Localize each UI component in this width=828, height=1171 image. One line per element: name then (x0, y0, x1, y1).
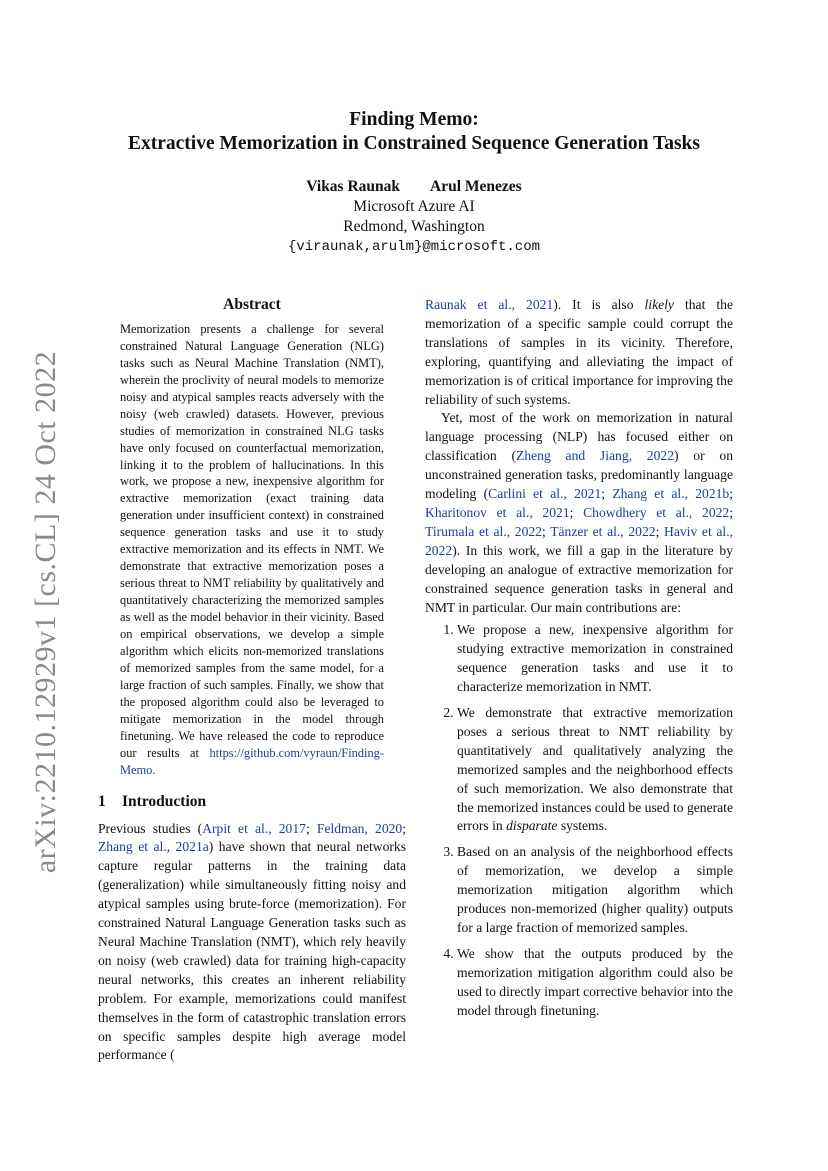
section-number: 1 (98, 792, 106, 810)
text-run: ; (601, 486, 613, 502)
email: {viraunak,arulm}@microsoft.com (287, 239, 541, 255)
text-run: ; (305, 820, 317, 836)
text-run: ). It is also (553, 297, 645, 312)
location: Redmond, Washington (343, 218, 485, 235)
code-link[interactable]: https://github.com/vyraun/Finding-Memo. (120, 745, 384, 777)
contribution-item: 4. We show that the outputs produced by the memorization mitigation algorithm could also be used to directly impart corrective behavior into the model through finetuning. (457, 945, 733, 1021)
abstract-body (120, 321, 384, 779)
text-run: that the memorization of a specific sample could corrupt the translations of samples in its vicinity. Therefore, exploring, quantifying and alleviating the impact of memorization is of critical importance for improving the reliability of such systems. (425, 297, 733, 407)
paper-title (0, 108, 828, 156)
intro-paragraph-1-cont (425, 296, 733, 409)
text-run: We demonstrate that extractive memorization poses a serious threat to NMT reliability by quantitatively and qualitatively analyzing the memorized samples and the neighborhood effects of such memorization. We also demonstrate that the memorized instances could be used to generate errors in (457, 705, 733, 834)
contributions-list (425, 621, 733, 1020)
citation-link[interactable]: Carlini et al., 2021 (488, 486, 602, 502)
citation-link[interactable]: Kharitonov et al., 2021 (425, 504, 570, 520)
text-run: ; (729, 486, 734, 502)
author-1: Vikas Raunak (306, 178, 401, 195)
contribution-item: 3. Based on an analysis of the neighborhood effects of memorization, we develop a simple memorization mitigation algorithm which produces non-memorized (higher quality) outputs for a large fraction of memorized samples. (457, 843, 733, 938)
abstract-heading: Abstract (223, 296, 281, 313)
contribution-item: 1. We propose a new, inexpensive algorithm for studying extractive memorization in constrained sequence generation tasks and use it to characterize memorization in NMT. (457, 621, 733, 697)
citation-link[interactable]: Haviv et al., 2022 (425, 523, 734, 558)
right-column (425, 296, 733, 1028)
contribution-item (457, 704, 733, 836)
text-run: systems. (557, 818, 608, 834)
title-line-1: Finding Memo: (349, 109, 479, 130)
text-run: ) have shown that neural networks capture regular patterns in the training data (generalization) while simultaneously fitting noisy and atypical samples using brute-force (memorization). For constrained Natural Language Generation tasks such as Neural Machine Translation (NMT), which rely heavily on noisy (web crawled) data for training high-capacity neural networks, this creates an inherent reliability problem. For example, memorizations could manifest themselves in the form of catastrophic translation errors on specific samples despite high average model performance ( (98, 839, 406, 1063)
emphasis: likely (644, 297, 674, 312)
citation-link[interactable]: Zheng and Jiang, 2022 (516, 448, 674, 464)
title-line-2: Extractive Memorization in Constrained Sequence Generation Tasks (128, 133, 700, 154)
citation-link[interactable]: Feldman, 2020 (316, 820, 403, 836)
text-run: Yet, most of the work on memorization in natural language processing (NLP) has focused either on classification ( (425, 410, 733, 464)
section-heading-introduction (98, 793, 406, 812)
intro-paragraph-2 (425, 409, 733, 617)
citation-link[interactable]: Tirumala et al., 2022 (425, 523, 542, 539)
citation-link[interactable]: Chowdhery et al., 2022 (583, 504, 730, 520)
text-run: ) or on unconstrained generation tasks, predominantly language modeling ( (425, 448, 733, 502)
text-run: ; (541, 523, 551, 539)
citation-link[interactable]: Raunak et al., 2021 (425, 297, 554, 312)
abstract-text: Memorization presents a challenge for several constrained Natural Language Generation (NLG) tasks such as Neural Machine Translation (NMT), wherein the proclivity of neural models to memorize noisy and atypical samples reacts adversely with the noisy (web crawled) datasets. However, previous studies of memorization in constrained NLG tasks have only focused on counterfactual memorization, linking it to the problem of hallucinations. In this work, we propose a new, inexpensive algorithm for extractive memorization (exact training data generation under insufficient context) in constrained sequence generation tasks and use it to study extractive memorization and its effects in NMT. We demonstrate that extractive memorization poses a serious threat to NMT reliability by qualitatively and quantitatively characterizing the memorized samples as well as the model behavior in their vicinity. Based on empirical observations, we develop a simple algorithm which elicits non-memorized translations of memorized samples from the same model, for a large fraction of such samples. Finally, we show that the proposed algorithm could also be leveraged to mitigate memorization in the model through finetuning. We have released the code to reproduce our results at (120, 321, 384, 760)
text-run: ). In this work, we fill a gap in the literature by developing an analogue of extractive memorization for constrained sequence generation tasks in general and NMT in particular. Our main contributions are: (425, 542, 733, 615)
text-run: Previous studies ( (98, 820, 203, 836)
author-block (0, 177, 828, 257)
text-run: ; (402, 820, 406, 836)
citation-link[interactable]: Zhang et al., 2021b (612, 486, 730, 502)
left-column (98, 296, 406, 1065)
citation-link[interactable]: Arpit et al., 2017 (202, 820, 306, 836)
intro-paragraph-1 (98, 820, 406, 1066)
emphasis: disparate (506, 818, 558, 834)
text-run: ; (569, 504, 584, 520)
arxiv-identifier: arXiv:2210.12929v1 [cs.CL] 24 Oct 2022 (29, 350, 62, 874)
citation-link[interactable]: Tänzer et al., 2022 (550, 523, 656, 539)
section-title: Introduction (122, 792, 207, 810)
affiliation: Microsoft Azure AI (353, 198, 475, 215)
author-names (0, 177, 828, 197)
author-2: Arul Menezes (430, 178, 522, 195)
citation-link[interactable]: Zhang et al., 2021a (98, 839, 209, 855)
text-run: ; (729, 504, 733, 520)
text-run: ; (655, 523, 665, 539)
